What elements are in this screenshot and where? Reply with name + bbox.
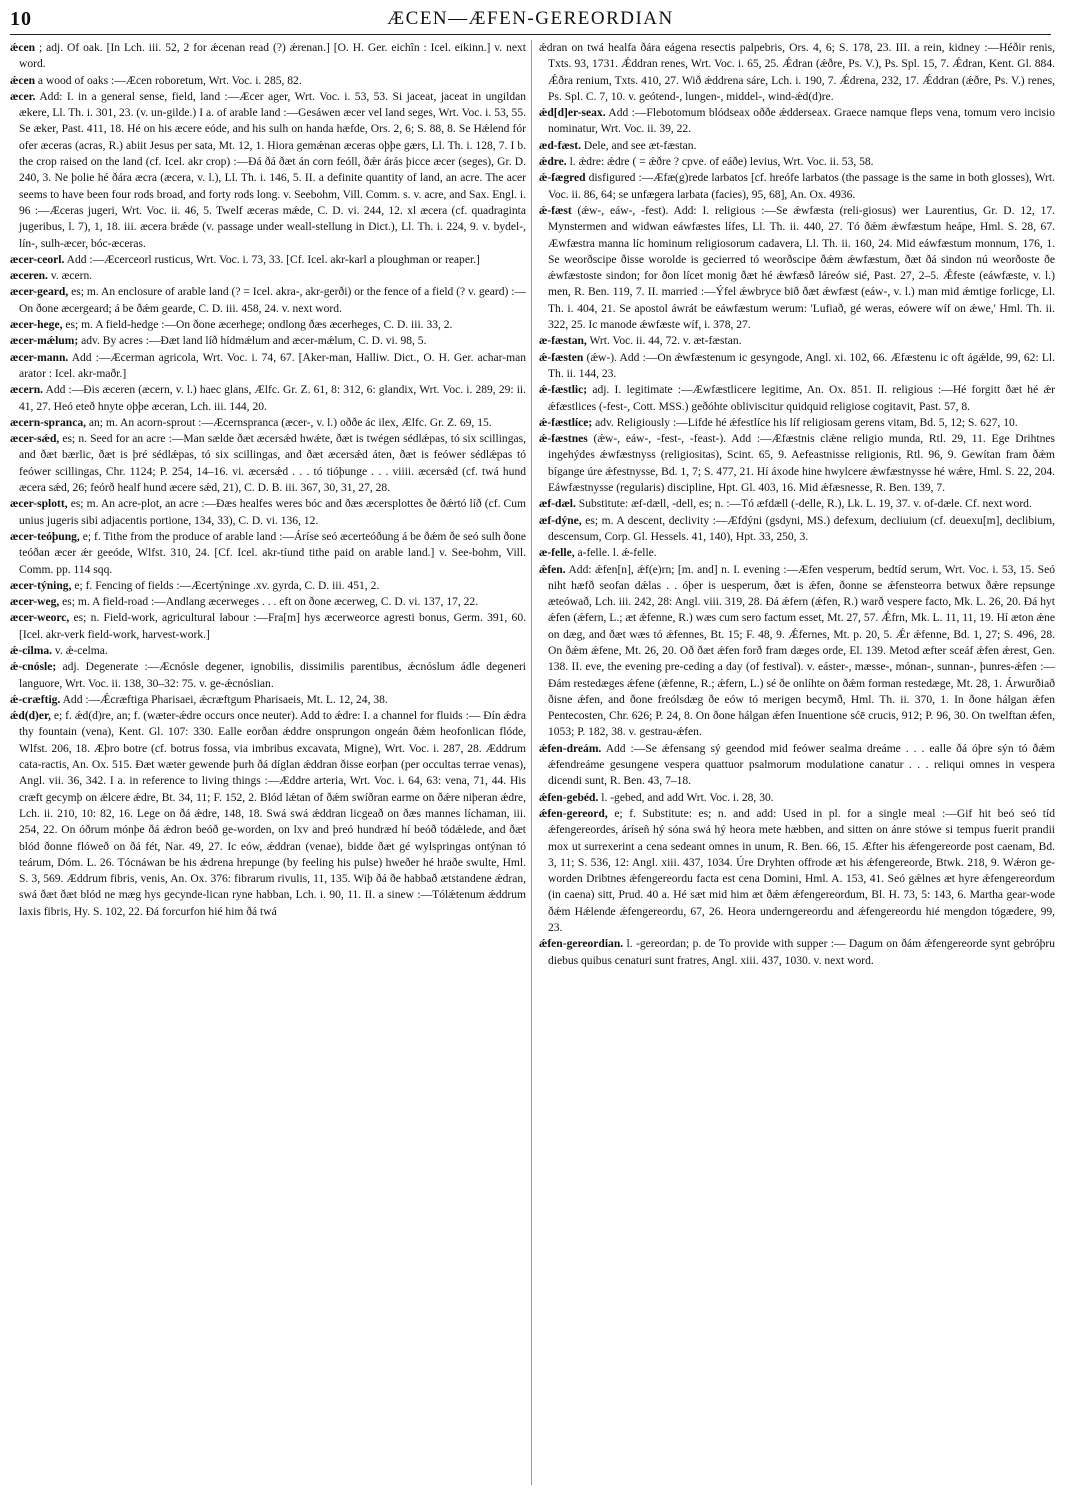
entry-text: e; f. ǽd(d)re, an; f. (wæter-ǽdre occurs once neuter). Add to ǽdre: I. a channel for fluids :— Ðín ǽdra thy fountain (vena), Kent. Gl. 107: 330. Ealle eorðan ǽddre onsprungon ongeán ðǽm heofonlican flóde, Wlfst. 206, 18. Æþro botre (cf. botrus fossa, via imbribus excavata, Migne), Wrt. Voc. i. 287, 28. Æddrum cata-ractis, An. Ox. 515. Ðæt wæter gewende þurh ðá díglan ǽddran ðisse eorþan (per occultas terrae venas), Angl. vii. 36, 342. I a. in reference to living things :—Æddre arteria, Wrt. Voc. i. 64, 63: vena, 71, 44. His cræft gecymþ on ǽlcere ǽdre, Bt. 34, 11; F. 152, 2. Blód lǽtan of ðǽm swíðran earme on ðǽre niþeran ǽdre, Lch. ii. 210, 10: 82, 16. Lege on ðá ǽdre, 148, 18. Swá swá ǽddran licgeað on ðæs mannes líchaman, iii. 254, 22. On óðrum mónþe ðá ǽdron beóð ge-worden, on lxv and þreó hundræd hí beóð tódǽlede, and ðæt blód ðonne flóweð on ðá fét, Nar. 49, 27. Ic eów, ǽddran (venae), bidde ðæt gé wylspringas ontýnan tó teárum, Dóm. L. 26. Tócnáwan be his ǽdrena hrepunge (by feeling his pulse) hweðer hé hraðe swulte, Hml. S. 3, 569. Æddrum fibris, venis, An. Ox. 376: fibrarum rivulis, 11, 135. Wiþ ðá ðe habbað ætstandene ǽdran, swá ðæt ðæt blód ne mæg hys gecynde-lican ryne habban, Lch. i. 90, 11. II. a sinew :—Tólǽtenum ǽddrum laxis fibris, Hy. S. 102, 22. Ðá forcurfon hié him ðá twá	[19, 710, 526, 918]
entry-text: es; m. A field-hedge :—On ðone æcerhege; ondlong ðæs æcerheges, C. D. iii. 33, 2.	[65, 319, 453, 332]
entry-text: es; n. Seed for an acre :—Man sælde ðæt æcersǽd hwǽte, ðæt is twégen sédlǽpas, tó six scillingas, and ðæt bærlic, ðæt is þré sédlǽpas, tó six scillingas, and ðæt æcersǽd áten, ðæt is feówer sédlǽpas tó feówer scillingas, Chr. 1124; P. 254, 14–16. vi. æcersǽd . . . tó tióþunge . . . viiii. æcersǽd (cf. twá hund æcera sǽd, 26; feórð healf hund æcere sǽd, 21), C. D. B. iii. 367, 30, 31, 27, 28.	[19, 433, 526, 495]
dictionary-entry	[539, 513, 1055, 546]
entry-text: Add: I. in a general sense, field, land :—Æcer ager, Wrt. Voc. i. 53, 53. Si jaceat, jaceat in ungildan ækere, Ll. Th. i. 301, 23. (v. un-gilde.) I a. of arable land :—Gesáwen æcer vel land seges, Wrt. Voc. i. 53, 55. Se æker, Past. 411, 18. Hé on his æcere eóde, and his sulh on handa hæfde, Ors. 2, 6; S. 88, 8. Se Hǽlend fór ofer æceras (acras, R.) abiit Jesus per sata, Mt. 12, 1. Hiora gemǽnan æceras oþþe gærs, Ll. Th. i. 128, 7. I b. the crop raised on the land (cf. Icel. akr crop) :—Ðá ðá ðæt án corn feóll, ðǽr árás þicce æcer (seges), Gr. D. 240, 3. Ne þolie hé ðára æcra (æcera, v. l.), Ll. Th. i. 146, 5. II. a definite quantity of land, an acre. The acer seems to have been four rods broad, and forty rods long. v. Seebohm, Vill. Comm. s. v. acre, and Sax. Engl. i. 96 :—Æceras jugeri, Wrt. Voc. ii. 46, 5. Twelf æceras mǽde, C. D. vi. 244, 12. xl æcera (cf. quadraginta jugeribus, l. 7), 1, 18. iii. æcera brǽde (v. passage under weall-stellung in Dict.), Ll. Th. i. 224, 9. v. bydel-, lín-, sulh-æcer, bóc-æceras.	[19, 90, 526, 250]
entry-text: adv. Religiously :—Lifde hé ǽfestlíce his líf religiosam gerens vitam, Bd. 5, 12; S. 627, 10.	[595, 416, 1018, 429]
entry-text: disfigured :—Æfæ(g)rede larbatos [cf. hreófe larbatos (the passage is the same in both glosses), Wrt. Voc. ii. 86, 64; se unfægera larbata (facies), 95, 68], An. Ox. 4936.	[548, 172, 1055, 201]
entry-headword: ǽfen-gereordian.	[539, 938, 624, 951]
dictionary-entry	[539, 203, 1055, 333]
right-column	[539, 40, 1055, 1488]
entry-text: v. ǽ-celma.	[54, 644, 108, 657]
entry-headword: ǽ-fæstlic;	[539, 384, 588, 397]
entry-headword: ǽcen	[10, 74, 36, 87]
entry-headword: ǽd[d]er-seax.	[539, 107, 606, 120]
dictionary-entry	[10, 496, 526, 529]
entry-text: Substitute: æf-dæll, -dell, es; n. :—Tó æfdæll (-delle, R.), Lk. L. 19, 37. v. of-dæle. Cf. next word.	[578, 498, 1032, 511]
entry-text: Add :—Æcerman agricola, Wrt. Voc. i. 74, 67. [Aker-man, Halliw. Dict., O. H. Ger. achar-man arator : Icel. akr-maðr.]	[19, 351, 526, 380]
dictionary-entry	[10, 40, 526, 73]
entry-headword: ǽ-fæstnes	[539, 433, 588, 446]
dictionary-entry	[539, 154, 1055, 170]
running-head: ÆCEN—ÆFEN-GEREORDIAN	[387, 8, 674, 29]
entry-text: Add :—Ðis æceren (æcern, v. l.) haec glans, Ælfc. Gr. Z. 61, 8: 312, 6: glandix, Wrt. Voc. i. 289, 29: ii. 41, 27. Heó eteð hnyte oþþe æceran, Lch. iii. 144, 20.	[19, 384, 526, 413]
entry-headword: ǽd(d)er,	[10, 710, 51, 723]
entry-text: e; f. Fencing of fields :—Æcertýninge .xv. gyrda, C. D. iii. 451, 2.	[74, 579, 380, 592]
column-divider	[531, 40, 532, 1485]
entry-headword: æf-dýne,	[539, 514, 582, 527]
entry-headword: ǽ-fæst	[539, 204, 572, 217]
entry-text: (ǽw-). Add :—On ǽwfæstenum ic gesyngode, Angl. xi. 102, 66. Æfæstenu ic oft ágǽlde, 99, 62: Ll. Th. ii. 144, 23.	[548, 351, 1055, 380]
entry-headword: æcer.	[10, 90, 36, 103]
entry-headword: æcer-weg,	[10, 596, 60, 609]
dictionary-entry	[10, 382, 526, 415]
dictionary-entry	[10, 708, 526, 920]
entry-headword: ǽ-fægred	[539, 172, 586, 185]
dictionary-entry	[539, 741, 1055, 790]
entry-text: ; adj. Of oak. [In Lch. iii. 52, 2 for ǽcenan read (?) ǽrenan.] [O. H. Ger. eichîn : Icel. eikinn.] v. next word.	[19, 42, 526, 71]
dictionary-entry	[539, 138, 1055, 154]
entry-text: Add :—Flebotomum blódseax oððe ǽdderseax. Graece namque fleps vena, tomum vero incisio nominatur, Wrt. Voc. ii. 39, 22.	[548, 107, 1055, 136]
entry-text: es; m. A field-road :—Andlang æcerweges . . . eft on ðone æcerweg, C. D. vi. 137, 17, 22.	[62, 596, 479, 609]
entry-text: Add :—Ǽcræftiga Pharisaei, ǽcræftgum Pharisaeis, Mt. L. 12, 24, 38.	[62, 693, 388, 706]
entry-headword: æf-dæl.	[539, 498, 576, 511]
entry-text: es; m. A descent, declivity :—Æfdýni (gsdyni, MS.) defexum, decliuium (cf. deuexu[m], declibium, descensum, Corp. Gl. Hessels. 41, 140), Hpt. 33, 250, 3.	[548, 514, 1055, 543]
dictionary-entry	[539, 40, 1055, 105]
entry-headword: ǽ-cnósle;	[10, 661, 57, 674]
entry-headword: æcer-hege,	[10, 319, 63, 332]
dictionary-entry	[10, 578, 526, 594]
dictionary-entry	[539, 496, 1055, 512]
entry-headword: æcer-sǽd,	[10, 433, 60, 446]
entry-text: a wood of oaks :—Æcen roboretum, Wrt. Voc. i. 285, 82.	[37, 74, 302, 87]
entry-headword: æcer-ceorl.	[10, 253, 65, 266]
dictionary-entry	[539, 415, 1055, 431]
dictionary-entry	[10, 89, 526, 252]
entry-text: e; f. Tithe from the produce of arable land :—Áríse seó æcerteóðung á be ðǽm ðe seó sulh ðone teóðan æcer ǽr geeóde, Wlfst. 310, 24. [Cf. Icel. akr-tíund tithe paid on arable land.] v. See-bohm, Vill. Comm. pp. 114 sqq.	[19, 530, 526, 576]
entry-headword: ǽ-fæsten	[539, 351, 584, 364]
entry-headword: ǽfen-dreám.	[539, 742, 602, 755]
page-header	[10, 6, 1051, 34]
entry-headword: æcern-spranca,	[10, 416, 87, 429]
dictionary-entry	[539, 790, 1055, 806]
dictionary-entry	[10, 317, 526, 333]
dictionary-entry	[10, 610, 526, 643]
dictionary-entry	[10, 692, 526, 708]
dictionary-entry	[10, 252, 526, 268]
dictionary-entry	[539, 170, 1055, 203]
header-rule	[10, 34, 1051, 35]
page-number: 10	[10, 8, 32, 30]
dictionary-entry	[539, 105, 1055, 138]
entry-text: l. -gereordan; p. de To provide with supper :— Dagum on ðám ǽfengereorde synt gebróþru diebus quibus cenaturi sunt fratres, Angl. xiii. 437, 1030. v. next word.	[548, 938, 1055, 967]
dictionary-entry	[10, 268, 526, 284]
entry-text: Add :—Se ǽfensang sý geendod mid feówer sealma dreáme . . . ealle ðá óþre sýn tó ðǽm ǽfendreáme gesungene vespera quattuor psalmorum modulatione canatur . . . reliqui omnes in vespera dicendi sunt, R. Ben. 43, 7–18.	[548, 742, 1055, 788]
entry-headword: ǽfen-gereord,	[539, 807, 608, 820]
entry-text: Add :—Æcerceorl rusticus, Wrt. Voc. i. 73, 33. [Cf. Icel. akr-karl a ploughman or reaper.]	[66, 253, 480, 266]
dictionary-entry	[539, 350, 1055, 383]
dictionary-entry	[10, 594, 526, 610]
dictionary-entry	[10, 659, 526, 692]
dictionary-entry	[10, 529, 526, 578]
entry-text: (ǽw-, eáw-, -fest). Add: I. religious :—Se ǽwfæsta (reli-giosus) wer Laurentius, Gr. D. 12, 17. Mynstermen and widwan eáwfæstes lífes, Ll. Th. ii. 440, 27. Tó ðǽm ǽwfæstum heápe, Hml. S. 28, 67. Æwfæstra manna líc hominum religiosorum cadavera, Ll. Th. ii. 160, 24. Mid eáwfæstum monnum, 176, 1. Se weorðscipe ðisse worolde is gecierred tó weorðscipe ðǽm ǽwfæstum, ðæt ðá sindon nú weorðoste ðe ǽwfæstoste sindon; for ðon lícet monig ðæt hé ǽwfæsð láreów sié, Past. 27, 2–5. Ǽfeste (eáwfæste, v. l.) men, R. Ben. 119, 7. II. married :—Ýfel ǽwbryce bið ðæt ǽwfæst (eáw-, v. l.) man mid ǽmtige forlicge, Ll. Th. i. 404, 21. Se apostol áwrát be eáwfæstum werum: 'Lufiað, gé weras, eówere wíf on ǽwe,' Hml. Th. ii. 322, 25. Ic manode ǽwfæste wíf, i. 378, 27.	[548, 204, 1055, 332]
dictionary-entry	[10, 73, 526, 89]
entry-text: a-felle. l. ǽ-felle.	[577, 547, 657, 560]
dictionary-entry	[10, 643, 526, 659]
dictionary-entry	[10, 415, 526, 431]
entry-text: e; f. Substitute: es; n. and add: Used in pl. for a single meal :—Gif hit beó seó tíd ǽfengereordes, áríseñ hý sóna swá hý heora mete hæbben, and sitten on ánre stówe si tempus fuerit prandii mox ut surrexerint a cena sedeant omnes in unum, R. Ben. 66, 15. Æfter his ǽfengereorde post caenam, Bd. 3, 11; S. 536, 12: Angl. xiii. 437, 1034. Úre Dryhten offrode æt his ǽfengereorde, Btwk. 218, 9. Wǽron ge-worden Dribtnes ǽfengereordu facta est cena Domini, Hml. A. 153, 41. Seó gǽlnes æt hyre ǽfengereordum (in caena) sitt, Prud. 40 a. Hé sæt mid him æt ðǽm ǽfengereordum, Bl. H. 73, 5: 143, 6. Martha gear-wode ðǽm Hǽlende ǽfengereordu, 67, 26. Heora underngereordu and ǽfengereordu hié mengdon tógædere, 99, 23.	[548, 807, 1055, 935]
entry-headword: æcern.	[10, 384, 44, 397]
entry-headword: ǽfen-gebéd.	[539, 791, 599, 804]
entry-text: es; m. An enclosure of arable land (? = Icel. akra-, akr-gerði) or the fence of a field (? v. geard) :—On ðone æcergeard; á be ðǽm gearde, C. D. iii. 458, 24. v. next word.	[19, 286, 526, 315]
entry-headword: ǽ-cilma.	[10, 644, 53, 657]
entry-text: adj. Degenerate :—Æcnósle degener, ignobilis, dissimilis parentibus, ǽcnóslum ádle degeneri languore, Wrt. Voc. ii. 138, 30–32: 75. v. ge-ǽcnóslian.	[19, 661, 526, 690]
entry-text: l. ǽdre: ǽdre ( = ǽðre ? cpve. of eáðe) levius, Wrt. Voc. ii. 53, 58.	[569, 156, 874, 169]
entry-headword: ǽ-fæstlíce;	[539, 416, 593, 429]
entry-text: l. -gebed, and add Wrt. Voc. i. 28, 30.	[601, 791, 774, 804]
dictionary-entry	[539, 562, 1055, 741]
entry-text: (ǽw-, eáw-, -fest-, -feast-). Add :—Æfæstnis clǽne religio munda, Rtl. 29, 11. Ege Drihtnes ingehýdes ǽwfæstnyss (religiositas), Scint. 65, 9. Aefeastnisse religionis, Rtl. 96, 9. Gewítan fram ðǽm bígange úre ǽfestnysse, Bd. 1, 7; S. 477, 21. Hí áxode hine hwylcere ǽwfæstnysse hé wǽre, Hml. S. 22, 204. Eáwfæstnysse (regularis) discipline, Hpt. Gl. 403, 16. Mid ǽfæsnesse, R. Ben. 139, 7.	[548, 433, 1055, 495]
entry-text: Wrt. Voc. ii. 44, 72. v. æt-fæstan.	[589, 335, 742, 348]
entry-text: ǽdran on twá healfa ðára eágena resectis palpebris, Ors. 4, 6; S. 178, 23. III. a rein, kidney :—Héðir renis, Txts. 93, 1731. Ǽddran renes, Wrt. Voc. i. 65, 25. Ǽdran (ǽðre, Ps. V.), Ps. Spl. 15, 7. Ǽdran, Kent. Gl. 884. Ǽðra renium, Txts. 410, 27. Wið ǽddrena sáre, Lch. i. 190, 7. Ǽdrena, 232, 17. Ǽddran (ǽðre, Ps. V.) renes, Ps. Spl. C. 7, 10. v. geótend-, lungen-, middel-, wind-ǽd(d)re.	[539, 42, 1055, 103]
entry-headword: æcer-geard,	[10, 286, 69, 299]
entry-text: Add: ǽfen[n], ǽf(e)rn; [m. and] n. I. evening :—Æfen vesperum, bedtíd serum, Wrt. Voc. i. 53, 15. Seó niht hæfð seofan dǽlas . . óþer is uesperum, ðæt is ǽfen, ðonne se ǽfensteorra betwux ðǽre repsunge æteówað, Lch. iii. 242, 28: Angl. viii. 319, 28. Ðá ǽfern (ǽfen, R.) warð vespere facto, Mk. L. 26, 20. Ðá hyt ǽfen (ǽfern, L.; æt ǽfenne, R.) wæs cum sero factum esset, Mt. 27, 57. Ǽfrn, Mk. L. 11, 11, 19. Hí æton ǽne on dæg, and ðæt wæs tó ǽfennes, Bt. 15; F. 48, 9. Ǽfernes, Mt. p. 20, 5. Ǽr ǽfenne, Bd. 1, 27; S. 496, 28. On ðǽm ǽfene, Mt. 26, 20. Oð ðæt ǽfen forð fram dæges orde, El. 139. Metod æfter sceáf ǽfen ǽrest, Gen. 138. II. eve, the evening pre-ceding a day (of festival). v. eáster-, mæsse-, mónan-, sunnan-, þunres-ǽfen :—Ðám restedæges ǽfene (ǽfenne, R.; ǽfern, L.) sé ðe onlíhte on ðǽm forman restedæge, Mt. 28, 1. Árwurðiað ðisne ǽfen, and ðone freólsdæg ðe eów tó merigen becymð, Hml. Th. ii. 370, 1. In ðone hálgan ǽfen Pentecosten, Chr. 626; P. 24, 8. On ðone hálgan ǽfen Inuentione sćē crucis, 912; P. 96, 30. On twelftan ǽfen, 1053; P. 182, 38. v. gestrau-ǽfen.	[548, 563, 1055, 739]
entry-text: es; m. An acre-plot, an acre :—Ðæs healfes weres bóc and ðæs æcersplottes ðe ðǽrtó líð (cf. Cum unius jugeris sibi adjacentis portione, 134, 33), C. D. vi. 136, 12.	[19, 498, 526, 527]
entry-headword: æcer-splott,	[10, 498, 68, 511]
dictionary-entry	[539, 382, 1055, 415]
entry-headword: æcer-mann.	[10, 351, 69, 364]
entry-headword: æcer-mǽlum;	[10, 335, 79, 348]
dictionary-entry	[539, 333, 1055, 349]
entry-headword: ǽfen.	[539, 563, 566, 576]
dictionary-entry	[539, 806, 1055, 936]
entry-headword: ǽcen	[10, 42, 36, 54]
dictionary-entry	[10, 350, 526, 383]
entry-text: adv. By acres :—Ðæt land líð hídmǽlum and æcer-mǽlum, C. D. vi. 98, 5.	[81, 335, 427, 348]
entry-headword: æd-fæst.	[539, 139, 582, 152]
entry-text: es; n. Field-work, agricultural labour :—Fra[m] hys æcerweorce agresti bonus, Germ. 391, 60. [Icel. akr-verk field-work, harvest-work.]	[19, 612, 526, 641]
entry-text: Dele, and see æt-fæstan.	[583, 139, 697, 152]
dictionary-entry	[10, 284, 526, 317]
entry-headword: æcer-weorc,	[10, 612, 70, 625]
entry-headword: æcer-týning,	[10, 579, 72, 592]
entry-headword: æceren.	[10, 270, 48, 283]
entry-headword: ǽ-cræftig.	[10, 693, 61, 706]
entry-headword: æ-felle,	[539, 547, 575, 560]
left-column	[10, 40, 526, 1488]
entry-text: v. æcern.	[50, 270, 93, 283]
entry-headword: æ-fæstan,	[539, 335, 587, 348]
dictionary-entry	[539, 431, 1055, 496]
entry-text: an; m. An acorn-sprout :—Æcernspranca (æcer-, v. l.) oððe ác ilex, Ælfc. Gr. Z. 69, 15.	[88, 416, 492, 429]
dictionary-entry	[10, 431, 526, 496]
dictionary-entry	[539, 545, 1055, 561]
entry-headword: ǽdre.	[539, 156, 567, 169]
dictionary-entry	[10, 333, 526, 349]
dictionary-entry	[539, 936, 1055, 969]
entry-headword: æcer-teóþung,	[10, 530, 80, 543]
entry-text: adj. I. legitimate :—Æwfæstlicere legitime, An. Ox. 851. II. religious :—Hé forgitt ðæt hé ǽr ǽfæstlices (-fest-, Cott. MSS.) geðóhte obliviscitur quidquid religiose cogitavit, Past. 57, 8.	[548, 384, 1055, 413]
